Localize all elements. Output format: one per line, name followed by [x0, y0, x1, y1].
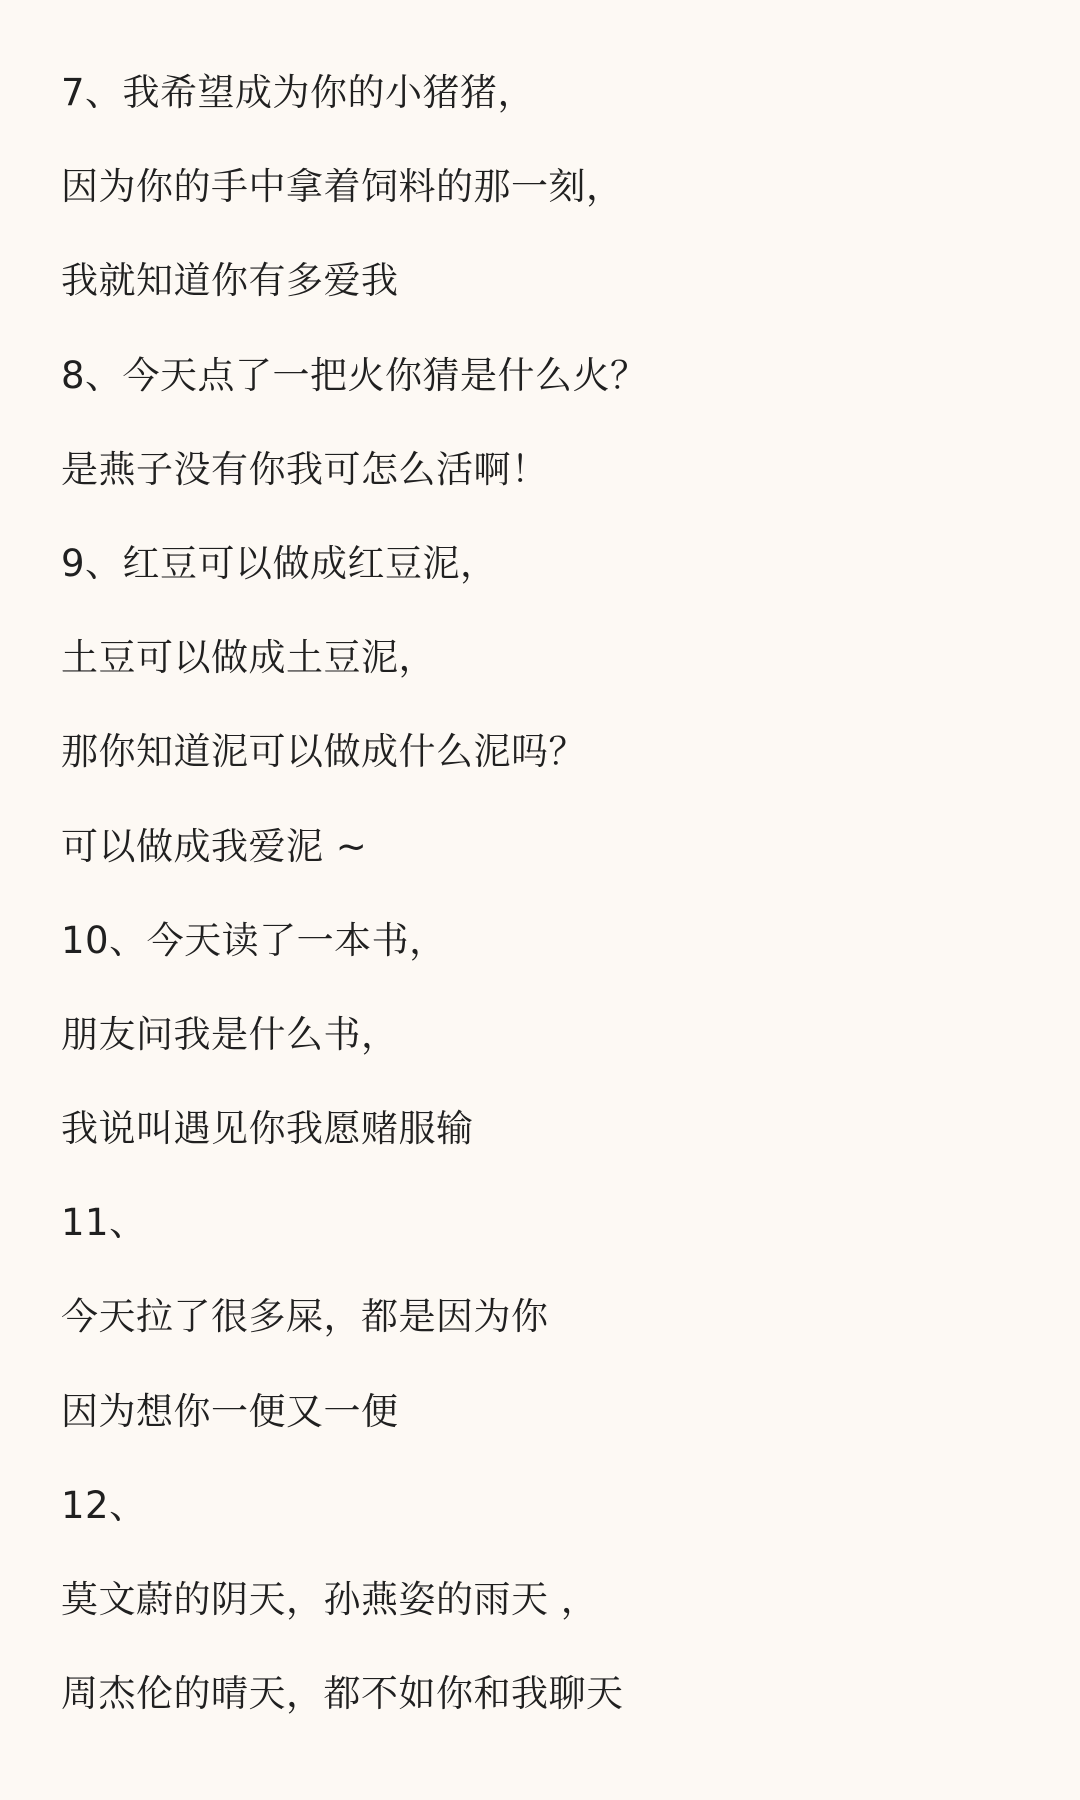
text-line: 朋友问我是什么书， [61, 1012, 399, 1056]
text-line: 11、 [61, 1201, 147, 1245]
text-line: 我就知道你有多爱我 [61, 259, 399, 303]
text-line: 是燕子没有你我可怎么活啊！ [61, 447, 549, 491]
text-line: 可以做成我爱泥 ~ [61, 824, 368, 868]
text-line: 莫文蔚的阴天，孙燕姿的雨天 ， [61, 1578, 599, 1621]
text-line: 土豆可以做成土豆泥， [61, 636, 436, 680]
text-line: 因为想你一便又一便 [61, 1389, 399, 1433]
text-line: 10、今天读了一本书， [61, 918, 447, 962]
text-line: 7、我希望成为你的小猪猪， [61, 71, 536, 114]
text-line: 我说叫遇见你我愿赌服输 [61, 1107, 474, 1151]
text-line: 那你知道泥可以做成什么泥吗？ [61, 730, 586, 774]
text-line: 8、今天点了一把火你猜是什么火？ [61, 353, 648, 397]
text-line: 今天拉了很多屎，都是因为你 [61, 1295, 549, 1339]
text-line: 因为你的手中拿着饲料的那一刻， [61, 165, 624, 209]
article-body [61, 46, 1020, 1741]
text-line: 12、 [61, 1483, 147, 1527]
text-line: 周杰伦的晴天，都不如你和我聊天 [61, 1672, 624, 1716]
text-line: 9、红豆可以做成红豆泥， [61, 541, 498, 585]
